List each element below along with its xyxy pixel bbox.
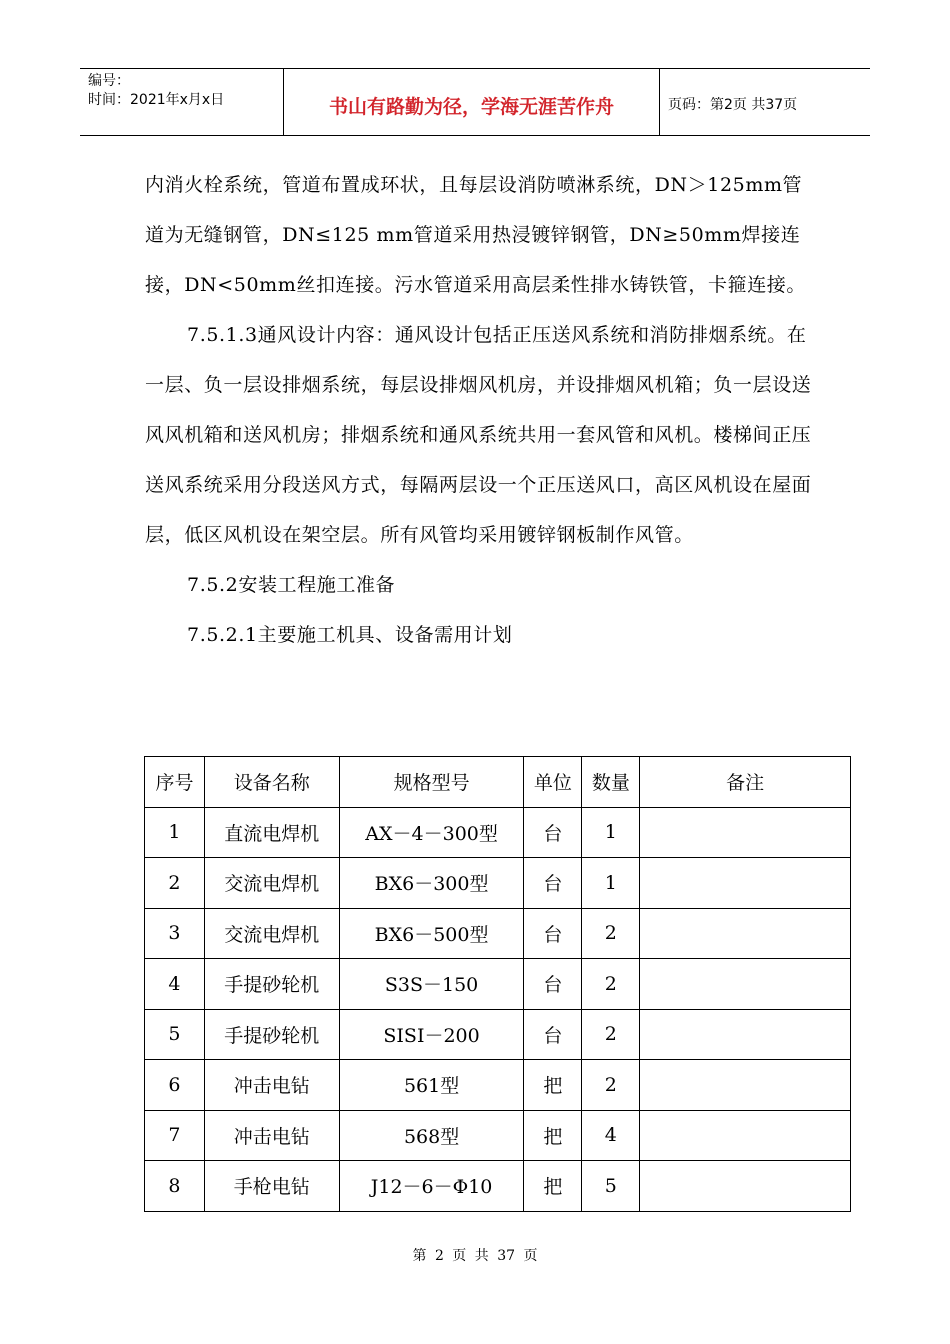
cell-index: 3 bbox=[145, 908, 205, 959]
cell-unit: 台 bbox=[524, 1009, 582, 1060]
table-row bbox=[145, 1161, 851, 1212]
header-meta bbox=[80, 69, 284, 135]
cell-quantity: 2 bbox=[582, 908, 640, 959]
cell-quantity: 5 bbox=[582, 1161, 640, 1212]
paragraph-ventilation: 7.5.1.3通风设计内容：通风设计包括正压送风系统和消防排烟系统。在一层、负一层设排烟系统，每层设排烟风机房，并设排烟风机箱；负一层设送风风机箱和送风机房；排烟系统和通风系统共用一套风管和风机。楼梯间正压送风系统采用分段送风方式，每隔两层设一个正压送风口，高区风机设在屋面层，低区风机设在架空层。所有风管均采用镀锌钢板制作风管。 bbox=[145, 324, 812, 546]
paragraph-plumbing: 内消火栓系统，管道布置成环状，且每层设消防喷淋系统，DN＞125mm管道为无缝钢管，DN≤125 mm管道采用热浸镀锌钢管，DN≥50mm焊接连接，DN<50mm丝扣连接。污水管道采用高层柔性排水铸铁管，卡箍连接。 bbox=[145, 174, 806, 296]
cell-quantity: 1 bbox=[582, 858, 640, 909]
cell-remarks bbox=[640, 959, 851, 1010]
cell-index: 4 bbox=[145, 959, 205, 1010]
cell-index: 7 bbox=[145, 1110, 205, 1161]
cell-index: 8 bbox=[145, 1161, 205, 1212]
col-header-remarks: 备注 bbox=[640, 757, 851, 808]
section-heading-installation-prep: 7.5.2安装工程施工准备 bbox=[187, 574, 396, 596]
page-header bbox=[80, 68, 870, 136]
cell-name: 手枪电钻 bbox=[204, 1161, 339, 1212]
cell-remarks bbox=[640, 858, 851, 909]
cell-unit: 把 bbox=[524, 1110, 582, 1161]
cell-remarks bbox=[640, 1161, 851, 1212]
table-row bbox=[145, 807, 851, 858]
cell-unit: 台 bbox=[524, 807, 582, 858]
cell-remarks bbox=[640, 1110, 851, 1161]
cell-name: 冲击电钻 bbox=[204, 1060, 339, 1111]
col-header-name: 设备名称 bbox=[204, 757, 339, 808]
table-row bbox=[145, 1060, 851, 1111]
cell-spec: AX－4－300型 bbox=[339, 807, 524, 858]
page-footer: 第 2 页 共 37 页 bbox=[412, 1248, 538, 1264]
cell-name: 交流电焊机 bbox=[204, 858, 339, 909]
cell-spec: J12－6－Φ10 bbox=[339, 1161, 524, 1212]
table-header-row bbox=[145, 757, 851, 808]
cell-spec: 568型 bbox=[339, 1110, 524, 1161]
cell-name: 冲击电钻 bbox=[204, 1110, 339, 1161]
cell-name: 交流电焊机 bbox=[204, 908, 339, 959]
table-row bbox=[145, 908, 851, 959]
table-row bbox=[145, 1110, 851, 1161]
cell-spec: BX6－500型 bbox=[339, 908, 524, 959]
cell-quantity: 4 bbox=[582, 1110, 640, 1161]
cell-unit: 台 bbox=[524, 858, 582, 909]
col-header-index: 序号 bbox=[145, 757, 205, 808]
cell-quantity: 2 bbox=[582, 959, 640, 1010]
table-row bbox=[145, 959, 851, 1010]
number-label: 编号： bbox=[88, 73, 130, 89]
col-header-unit: 单位 bbox=[524, 757, 582, 808]
cell-index: 5 bbox=[145, 1009, 205, 1060]
cell-index: 2 bbox=[145, 858, 205, 909]
time-label: 时间：2021年x月x日 bbox=[88, 92, 225, 108]
cell-spec: SISI－200 bbox=[339, 1009, 524, 1060]
cell-unit: 把 bbox=[524, 1161, 582, 1212]
cell-quantity: 2 bbox=[582, 1060, 640, 1111]
cell-remarks bbox=[640, 908, 851, 959]
col-header-spec: 规格型号 bbox=[339, 757, 524, 808]
cell-spec: BX6－300型 bbox=[339, 858, 524, 909]
cell-unit: 台 bbox=[524, 959, 582, 1010]
cell-index: 1 bbox=[145, 807, 205, 858]
section-heading-equipment-plan: 7.5.2.1主要施工机具、设备需用计划 bbox=[187, 624, 513, 646]
cell-index: 6 bbox=[145, 1060, 205, 1111]
cell-quantity: 2 bbox=[582, 1009, 640, 1060]
cell-quantity: 1 bbox=[582, 807, 640, 858]
table-row bbox=[145, 1009, 851, 1060]
table-row bbox=[145, 858, 851, 909]
header-page-info: 页码：第2页 共37页 bbox=[668, 97, 798, 113]
header-motto: 书山有路勤为径，学海无涯苦作舟 bbox=[284, 69, 660, 135]
cell-name: 手提砂轮机 bbox=[204, 959, 339, 1010]
equipment-table bbox=[144, 756, 851, 1212]
col-header-quantity: 数量 bbox=[582, 757, 640, 808]
cell-name: 手提砂轮机 bbox=[204, 1009, 339, 1060]
cell-unit: 把 bbox=[524, 1060, 582, 1111]
cell-remarks bbox=[640, 807, 851, 858]
cell-remarks bbox=[640, 1009, 851, 1060]
cell-spec: 561型 bbox=[339, 1060, 524, 1111]
cell-unit: 台 bbox=[524, 908, 582, 959]
document-body bbox=[145, 160, 813, 660]
cell-spec: S3S－150 bbox=[339, 959, 524, 1010]
cell-remarks bbox=[640, 1060, 851, 1111]
cell-name: 直流电焊机 bbox=[204, 807, 339, 858]
